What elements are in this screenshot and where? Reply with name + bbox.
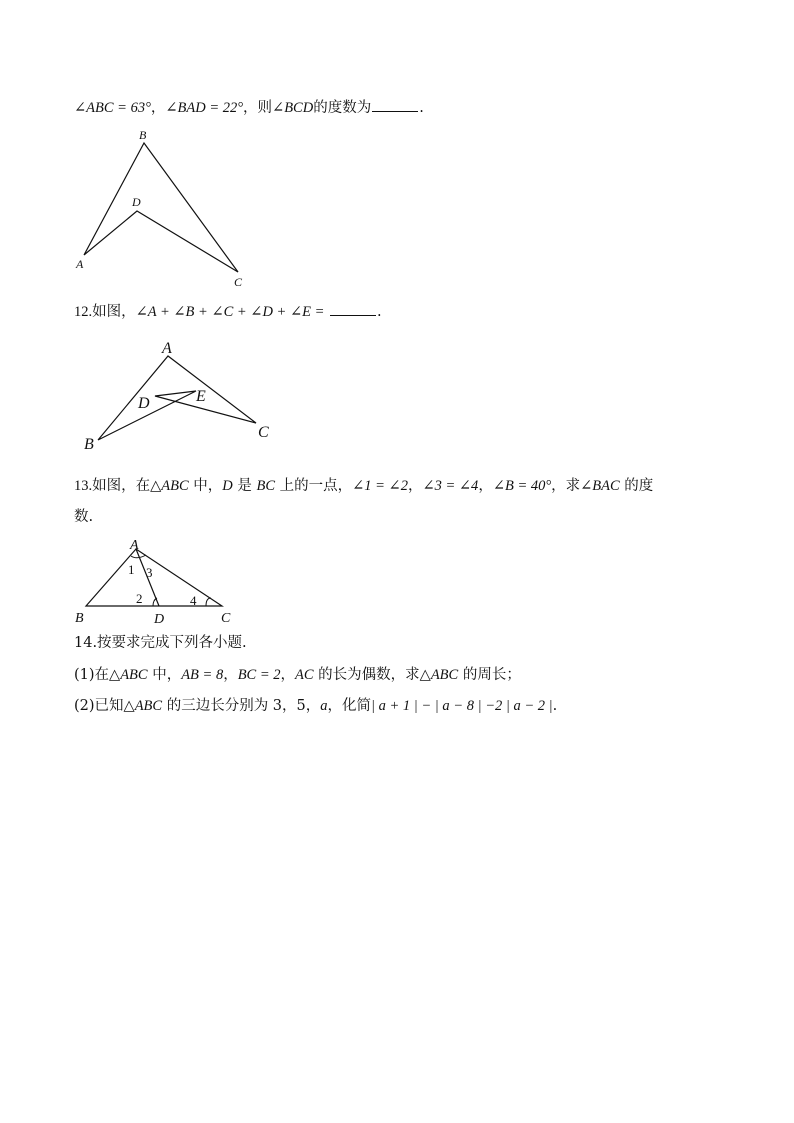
- q14-p1-bc: BC = 2: [237, 667, 281, 683]
- q14-p2-end: .: [552, 698, 558, 714]
- q12-label-a: A: [162, 340, 172, 357]
- q12-end: .: [376, 304, 382, 320]
- q14-title: [74, 633, 247, 653]
- q11-then: ，则: [243, 100, 273, 116]
- q11-label-a: A: [76, 257, 84, 271]
- q14-title-text: 14.按要求完成下列各小题.: [74, 635, 247, 651]
- q14-p2-a: (2)已知△: [74, 698, 135, 714]
- q11-angle-bcd: ∠BCD: [272, 100, 314, 116]
- q14-p1-b: 中，: [147, 667, 182, 683]
- q13-c1: ，: [407, 478, 423, 494]
- q12-lead: 如图，: [92, 304, 136, 320]
- q11-angle-bad: ∠BAD = 22°: [165, 100, 244, 116]
- q11-end: .: [419, 100, 424, 116]
- q14-p2-avar: a: [320, 698, 328, 714]
- q14-p1-f: 的周长；: [458, 667, 521, 683]
- q14-p1-c: ，: [223, 667, 238, 683]
- q13-angle-arc-c: [206, 598, 211, 606]
- q14-p2-abc: ABC: [134, 698, 163, 714]
- q14-p1-abc2: ABC: [430, 667, 459, 683]
- q14-p1-a: (1)在△: [74, 667, 121, 683]
- q14-p1-ab: AB = 8: [181, 667, 224, 683]
- q13-label-a: A: [130, 538, 139, 553]
- q13-bac: ∠BAC: [580, 478, 620, 494]
- q13-p2: 中，: [188, 478, 223, 494]
- q14-p1-d: ，: [280, 667, 296, 683]
- q12-number: 12.: [74, 304, 93, 320]
- q13-abc: ABC: [161, 478, 189, 494]
- q12-label-e: E: [196, 388, 206, 405]
- q13-p4: 上的一点，: [275, 478, 353, 494]
- q14-p2-c: ，化简: [327, 698, 372, 714]
- q14-p2-b: 的三边长分别为 3，5，: [162, 698, 321, 714]
- q11-tail: 的度数为: [313, 100, 372, 116]
- q13-number: 13.: [74, 478, 93, 494]
- q12-label-b: B: [84, 436, 94, 453]
- q13-label-d: D: [154, 612, 165, 627]
- q13-label-c: C: [221, 611, 231, 626]
- q13-p3: 是: [232, 478, 257, 494]
- q13-bc: BC: [256, 478, 276, 494]
- q13-eq2: ∠3 = ∠4: [422, 478, 479, 494]
- q13-label-3: 3: [146, 565, 153, 580]
- q13-label-1: 1: [128, 562, 135, 577]
- q13-triangle: [86, 549, 222, 606]
- q14-part1: [74, 665, 521, 685]
- q12-label-d: D: [138, 395, 150, 412]
- q13-line2: 数.: [74, 509, 94, 525]
- q13-p6: 的度: [619, 478, 654, 494]
- q13-label-b: B: [75, 611, 84, 626]
- q11-label-c: C: [234, 275, 243, 289]
- q13-p5: ，求: [551, 478, 581, 494]
- q12-label-c: C: [258, 424, 269, 441]
- q14-p1-e: 的长为偶数，求△: [313, 667, 431, 683]
- q12-expression: ∠A + ∠B + ∠C + ∠D + ∠E =: [135, 304, 325, 320]
- q13-p1: 如图，在△: [92, 478, 162, 494]
- q11-label-b: B: [139, 128, 147, 142]
- q13-c2: ，: [478, 478, 493, 494]
- q14-p1-ac: AC: [295, 667, 314, 683]
- q13-label-2: 2: [136, 591, 143, 606]
- q14-p2-expr: | a + 1 | − | a − 8 | −2 | a − 2 |: [371, 698, 553, 714]
- q13-eq3: ∠B = 40°: [492, 478, 552, 494]
- q13-eq1: ∠1 = ∠2: [352, 478, 408, 494]
- q14-p1-abc: ABC: [120, 667, 148, 683]
- q11-sep: ，: [150, 100, 166, 116]
- q13-d: D: [222, 478, 233, 494]
- q14-part2: [74, 696, 557, 716]
- q11-label-d: D: [132, 195, 141, 209]
- q13-label-4: 4: [190, 593, 197, 608]
- q11-angle-abc: ∠ABC = 63°: [74, 100, 151, 116]
